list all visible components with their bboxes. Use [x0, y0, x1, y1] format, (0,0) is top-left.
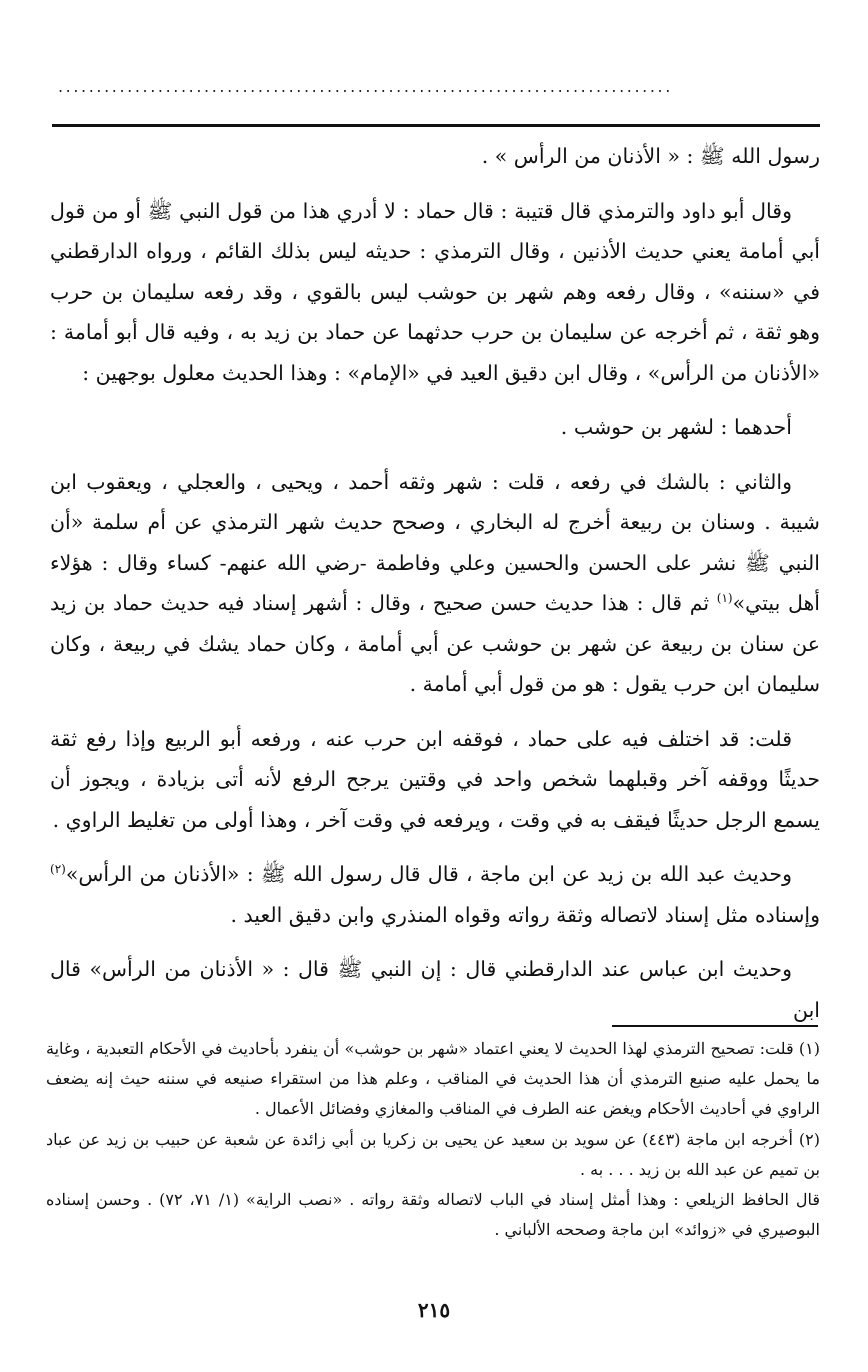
paragraph-3: أحدهما : لشهر بن حوشب . [560, 415, 792, 439]
footnote-rule [612, 1025, 818, 1027]
paragraph-2: وقال أبو داود والترمذي قال قتيبة : قال حماد : لا أدري هذا من قول النبي ﷺ أو من قول أبي أمامة يعني حديث الأذنين ، وقال الترمذي : حديثه ليس بذلك القائم ، ورواه الدارقطني في «سننه» ، وقال رفعه وهم شهر بن حوشب ليس بالقوي ، وقد رفعه سليمان بن حرب وهو ثقة ، ثم أخرجه عن سليمان بن حرب حدثهما عن حماد بن زيد به ، وفيه قال أبو أمامة : «الأذنان من الرأس» ، وقال ابن دقيق العيد في «الإمام» : وهذا الحديث معلول بوجهين : [50, 198, 820, 385]
main-text [50, 136, 820, 1030]
paragraph-5: قلت: قد اختلف فيه على حماد ، فوقفه ابن حرب عنه ، ورفعه أبو الربيع وإذا رفع ثقة حديثًا ووقفه آخر وقبلهما شخص واحد في وقتين يرجح الرفع لأنه أتى بزيادة ، ويجوز أن يسمع الرجل حديثًا فيقف به في وقت ، ويرفعه في وقت آخر ، وهذا أولى من تغليط الراوي . [50, 726, 820, 832]
paragraph-7: وحديث ابن عباس عند الدارقطني قال : إن النبي ﷺ قال : « الأذنان من الرأس» قال ابن [50, 957, 820, 1022]
page-number: ٢١٥ [417, 1298, 451, 1322]
footnote-ref-2: (٢) [50, 862, 66, 877]
paragraph-1: رسول الله ﷺ : « الأذنان من الرأس » . [481, 144, 820, 168]
footnote-2: (٢) أخرجه ابن ماجة (٤٤٣) عن سويد بن سعيد عن يحيى بن زكريا بن أبي زائدة عن شعبة عن حبيب بن زيد عن عباد بن تميم عن عبد الله بن زيد . . . به . [46, 1129, 820, 1179]
footnote-2-continuation: قال الحافظ الزيلعي : وهذا أمثل إسناد في الباب لاتصاله وثقة رواته . «نصب الراية» (١/ ٧١، ٧٢) . وحسن إسناده البوصيري في «زوائد» ابن ماجة وصححه الألباني . [46, 1190, 821, 1240]
paragraph-4-part-b: ثم قال : هذا حديث حسن صحيح ، وقال : أشهر إسناد فيه حديث حماد بن زيد عن سنان بن ربيعة عن شهر بن حوشب عن أبي أمامة ، وكان حماد يشك في ربيعة ، وكان سليمان ابن حرب يقول : هو من قول أبي أمامة . [50, 591, 820, 696]
header-rule [52, 124, 820, 127]
footnote-1: (١) قلت: تصحيح الترمذي لهذا الحديث لا يعني اعتماد «شهر بن حوشب» أن ينفرد بأحاديث في الأحكام التعبدية ، وغاية ما يحمل عليه صنيع الترمذي أن هذا الحديث في المناقب ، وعلم هذا من استقراء صنيعه في سننه حيث إنه يضعف الراوي في أحاديث الأحكام ويغض عنه الطرف في المناقب والمغازي وفضائل الأعمال . [46, 1039, 820, 1119]
paragraph-6 [50, 854, 820, 935]
paragraph-4-part-a: والثاني : بالشك في رفعه ، قلت : شهر وثقه أحمد ، ويحيى ، والعجلي ، ويعقوب ابن شيبة . وسنان بن ربيعة أخرج له البخاري ، وصحح حديث شهر الترمذي عن أم سلمة «أن النبي ﷺ نشر على الحسن والحسين وعلي وفاطمة -رضي الله عنهم- كساء وقال : هؤلاء أهل بيتي» [50, 469, 820, 615]
paragraph-6-part-a: وحديث عبد الله بن زيد عن ابن ماجة ، قال قال رسول الله ﷺ : «الأذنان من الرأس» [65, 862, 792, 886]
paragraph-6-part-b: وإسناده مثل إسناد لاتصاله وثقة رواته وقواه المنذري وابن دقيق العيد . [230, 902, 820, 927]
header-dotted-line: ................................................................................ [58, 80, 673, 94]
paragraph-4 [50, 462, 820, 705]
footnote-ref-1: (١) [716, 591, 733, 606]
footnotes [46, 1034, 820, 1245]
